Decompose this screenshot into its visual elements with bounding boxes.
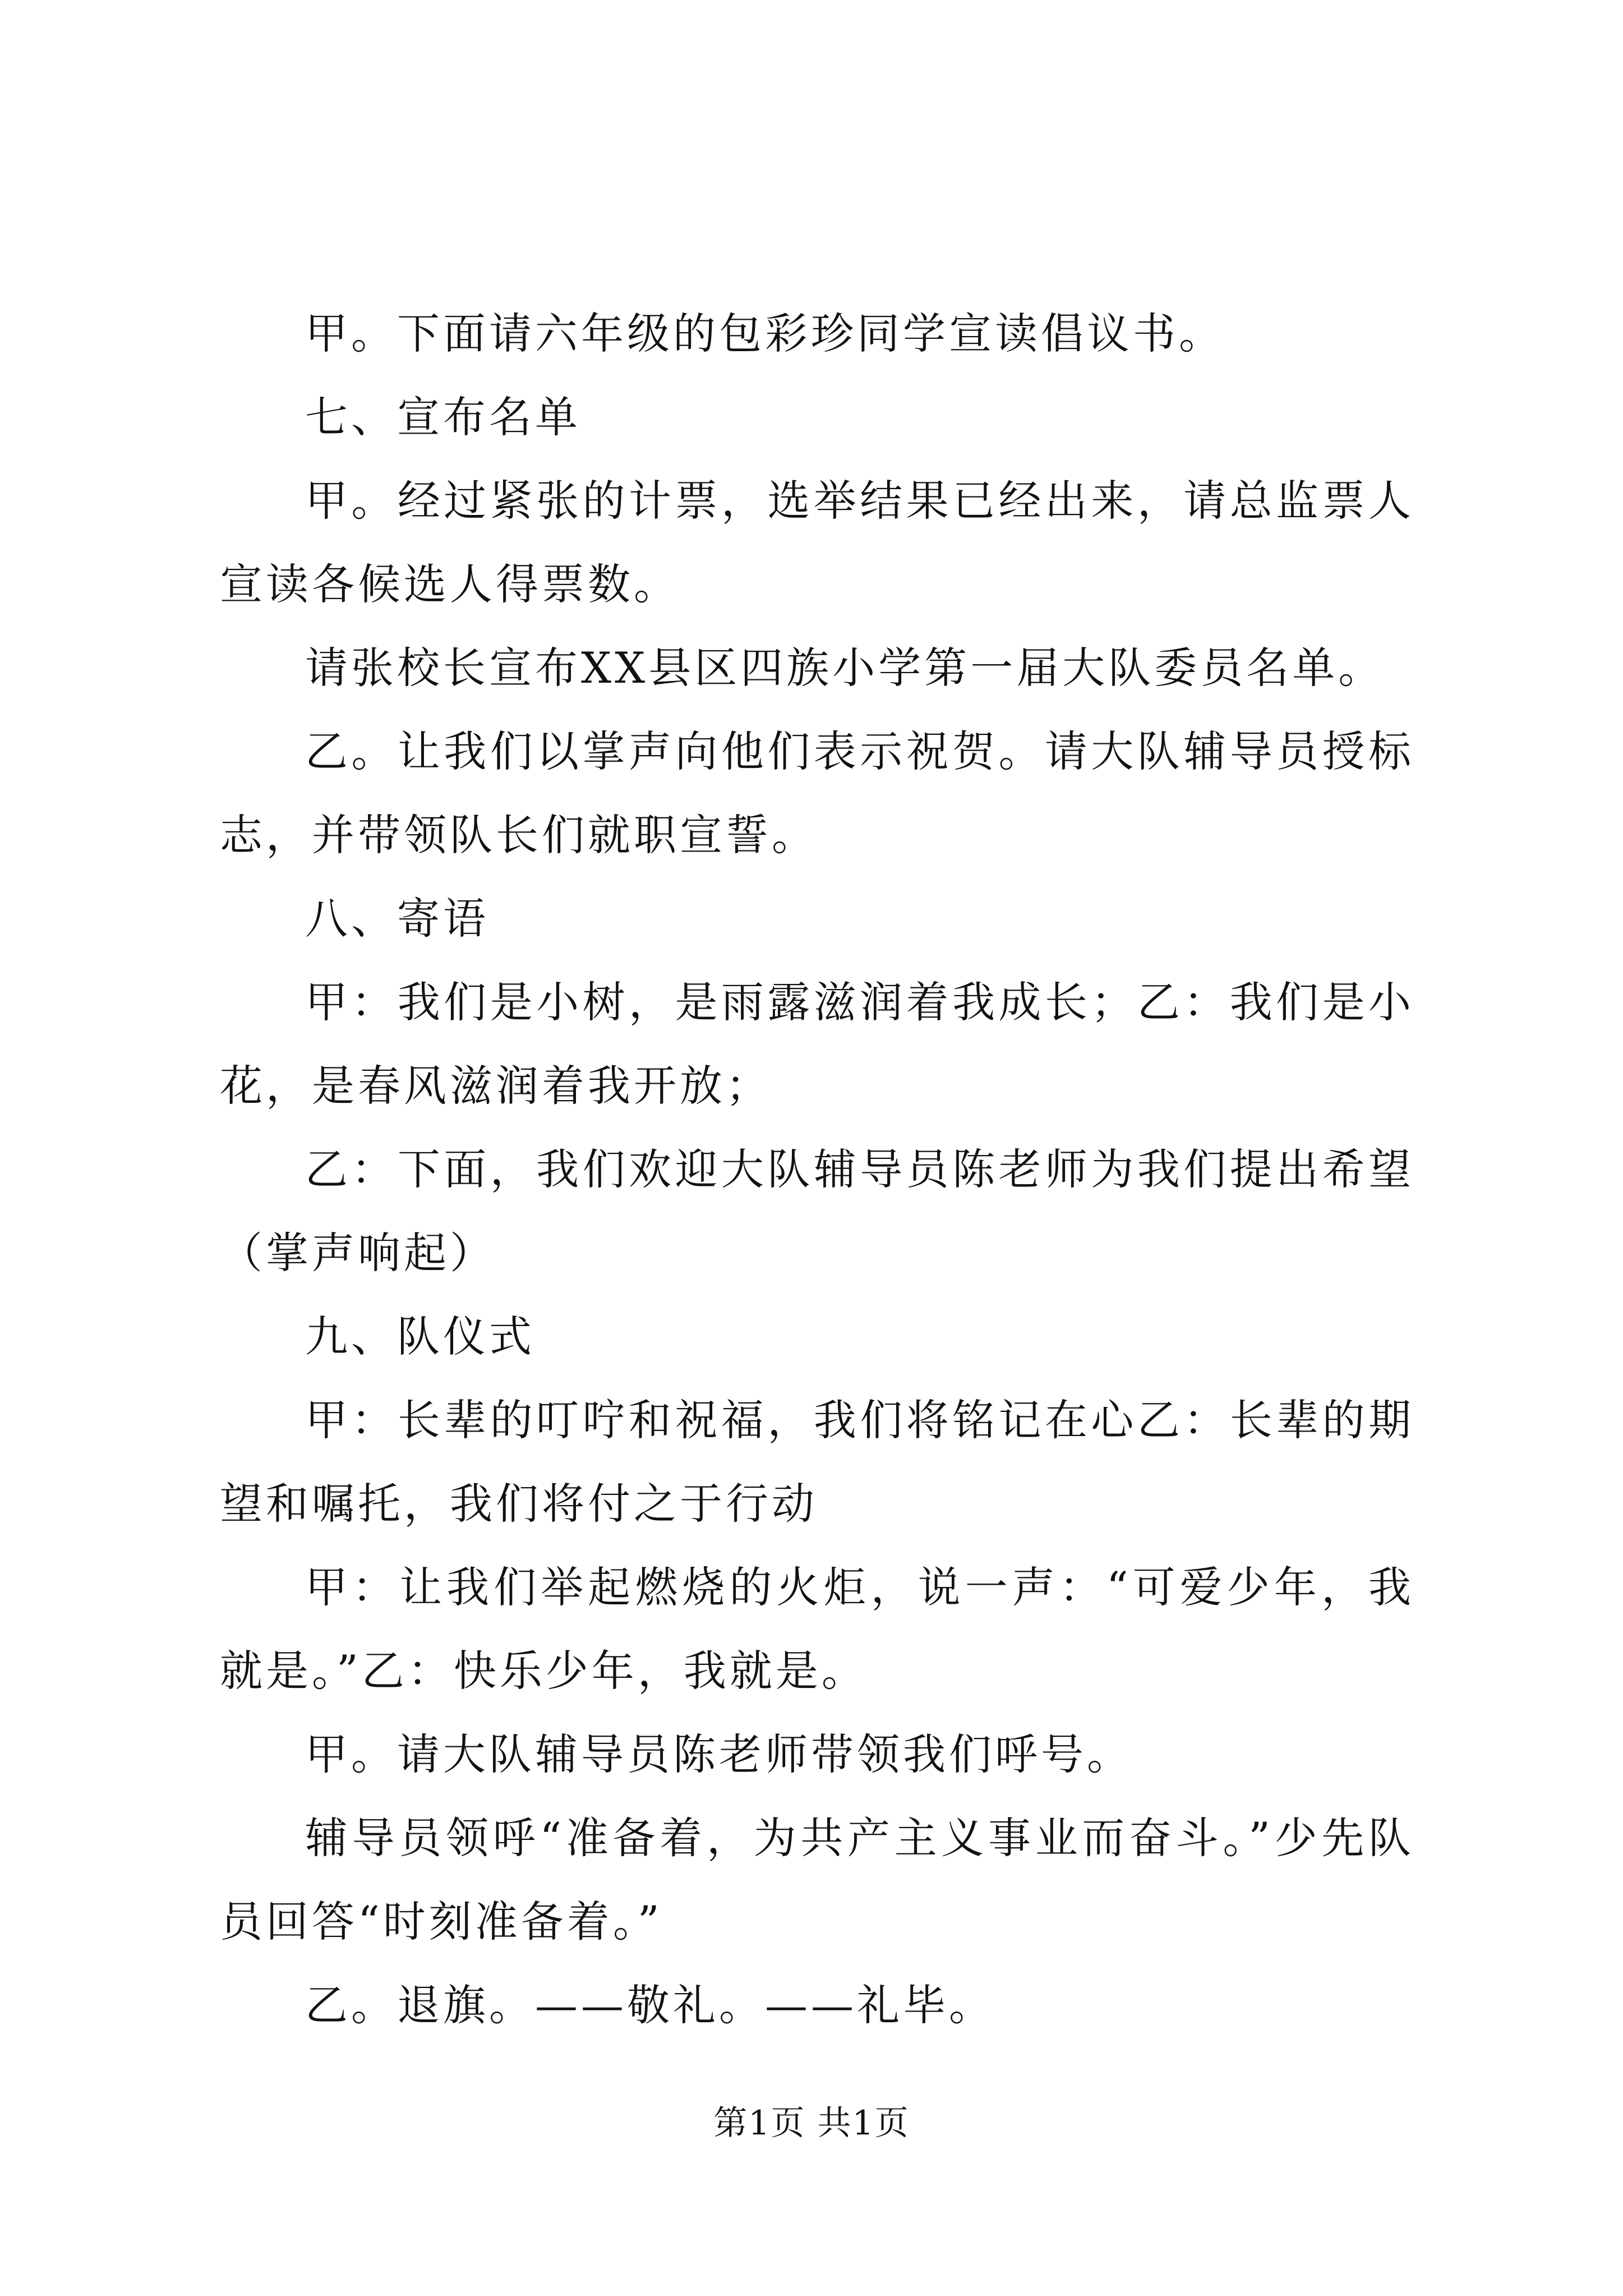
paragraph-little-tree: 甲：我们是小树，是雨露滋润着我成长；乙：我们是小花，是春风滋润着我开放； bbox=[220, 977, 1414, 1111]
paragraph-call-slogan: 甲。请大队辅导员陈老师带领我们呼号。 bbox=[305, 1729, 1133, 1779]
document-body bbox=[220, 292, 1414, 2047]
paragraph-retire-flag: 乙。退旗。——敬礼。——礼毕。 bbox=[305, 1980, 995, 2030]
paragraph-congratulate: 乙。让我们以掌声向他们表示祝贺。请大队辅导员授标志，并带领队长们就职宣誓。 bbox=[220, 726, 1414, 860]
section-heading-messages: 八、寄语 bbox=[305, 894, 489, 944]
paragraph-slogan: 辅导员领呼“准备着，为共产主义事业而奋斗。”少先队员回答“时刻准备着。” bbox=[220, 1813, 1414, 1947]
page-number-footer: 第1页 共1页 bbox=[713, 2104, 910, 2143]
section-heading-ceremony: 九、队仪式 bbox=[305, 1312, 535, 1361]
paragraph-welcome-teacher: 乙：下面，我们欢迎大队辅导员陈老师为我们提出希望（掌声响起） bbox=[220, 1144, 1414, 1278]
paragraph-elders-wishes: 甲：长辈的叮咛和祝福，我们将铭记在心乙：长辈的期望和嘱托，我们将付之于行动 bbox=[220, 1395, 1414, 1529]
paragraph-announce-proposal: 甲。下面请六年级的包彩珍同学宣读倡议书。 bbox=[305, 309, 1225, 358]
paragraph-vote-results: 甲。经过紧张的计票，选举结果已经出来，请总监票人宣读各候选人得票数。 bbox=[220, 476, 1414, 609]
paragraph-torch: 甲：让我们举起燃烧的火炬，说一声：“可爱少年，我就是。”乙：快乐少年，我就是。 bbox=[220, 1562, 1414, 1696]
paragraph-committee-list: 请张校长宣布XX县区四族小学第一届大队委员名单。 bbox=[305, 643, 1385, 693]
section-heading-announce-list: 七、宣布名单 bbox=[305, 392, 581, 442]
